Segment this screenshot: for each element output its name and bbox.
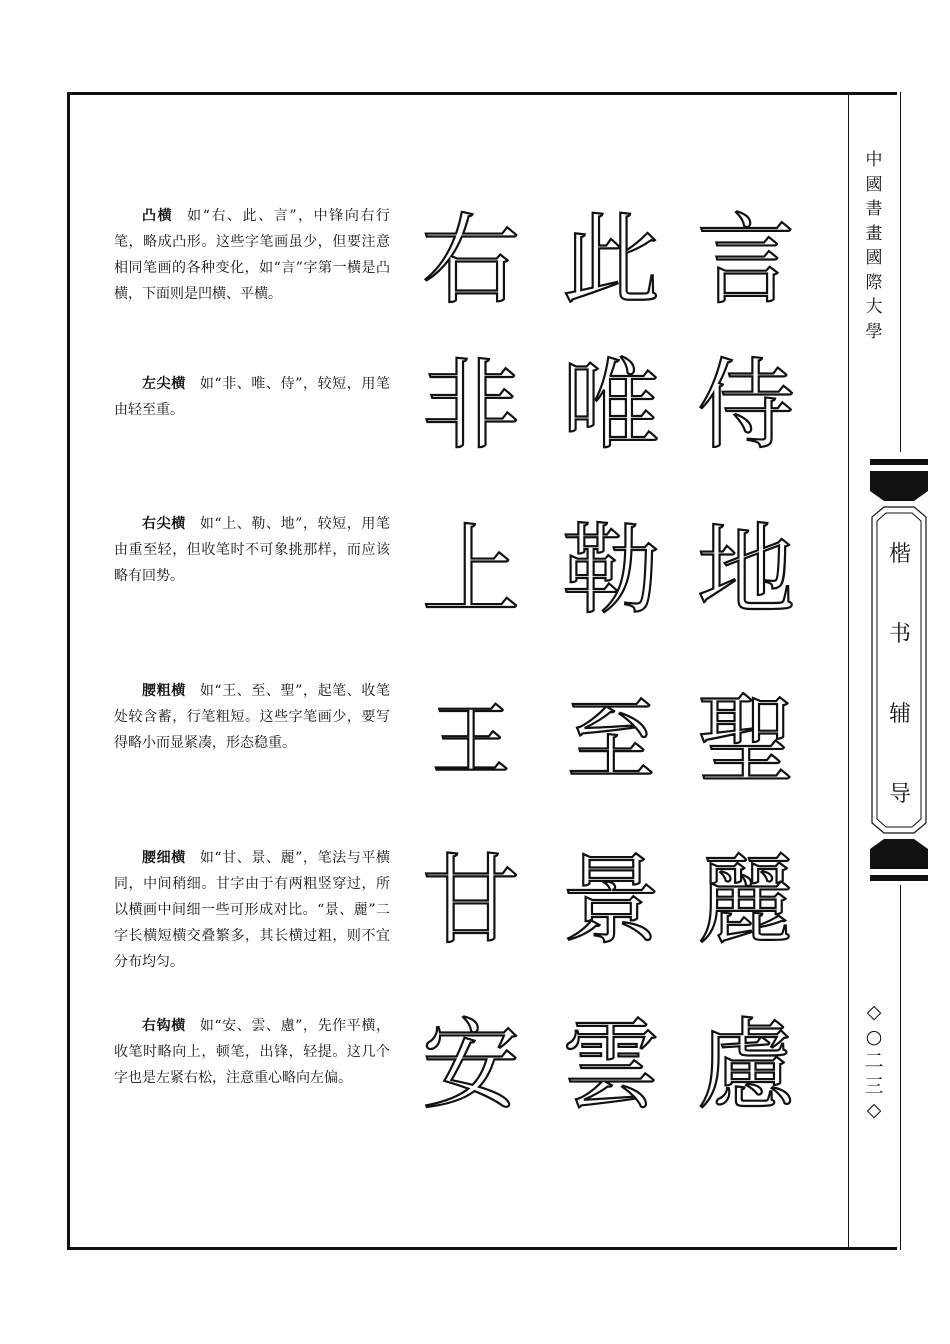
category-char: 楷 — [888, 542, 911, 567]
page-number-char: 三 — [864, 1074, 884, 1097]
series-char: 畫 — [865, 223, 883, 244]
calligraphy-char: 唯 — [561, 349, 660, 463]
calligraphy-char: 王 — [431, 696, 510, 786]
margin-rule-inner-top — [900, 92, 901, 452]
margin-rule-inner-bottom — [900, 885, 901, 1250]
entry-text: 如“安、雲、慮”，先作平横，收笔时略向上，顿笔，出锋，轻提。这几个字也是左紧右松，注意重心略向左偏。 — [114, 1018, 391, 1086]
series-char: 國 — [865, 248, 883, 268]
calligraphy-char: 麗 — [696, 844, 795, 958]
entry-title: 腰细横 — [142, 850, 186, 866]
entry-convex-horizontal — [114, 203, 390, 307]
calligraphy-char: 慮 — [696, 1009, 795, 1123]
page-number-char: 二 — [864, 1050, 884, 1072]
entry-thin-waist-horizontal — [114, 845, 390, 975]
series-char: 學 — [865, 321, 883, 342]
entry-text: 如“右、此、言”，中锋向右行笔，略成凸形。这些字笔画虽少，但要注意相同笔画的各种变化，如“言”字第一横是凸横，下面则是凹横、平横。 — [114, 208, 390, 302]
calligraphy-char: 非 — [421, 349, 520, 463]
entry-thick-waist-horizontal — [114, 678, 390, 756]
category-char: 导 — [888, 782, 911, 807]
margin-rule-outer — [848, 92, 849, 1250]
calligraphy-char: 安 — [421, 1009, 520, 1123]
category-label — [876, 540, 924, 810]
entry-left-pointed-horizontal — [114, 371, 390, 423]
page-number — [860, 1000, 888, 1122]
entry-title: 右钩横 — [142, 1018, 186, 1034]
series-char: 書 — [865, 199, 883, 219]
calligraphy-char: 上 — [421, 514, 520, 628]
entry-right-hook-horizontal — [114, 1013, 390, 1091]
entry-right-pointed-horizontal — [114, 511, 390, 589]
series-title — [858, 148, 890, 380]
calligraphy-char: 景 — [561, 844, 660, 958]
category-char: 书 — [888, 622, 911, 647]
entry-text: 如“甘、景、麗”，笔法与平横同，中间稍细。甘字由于有两粗竖穿过，所以横画中间细一些可形成对比。“景、麗”二字长横短横交叠繁多，其长横过粗，则不宜分布均匀。 — [114, 850, 391, 970]
entry-title: 腰粗横 — [142, 683, 186, 699]
entry-text: 如“非、唯、侍”，较短，用笔由轻至重。 — [114, 376, 391, 418]
entry-text: 如“王、至、聖”，起笔、收笔处较含蓄，行笔粗短。这些字笔画少，要写得略小而显紧凑，形态稳重。 — [114, 683, 391, 751]
calligraphy-char: 勒 — [561, 514, 660, 628]
page-number-char: ○ — [865, 1025, 883, 1048]
calligraphy-char: 地 — [696, 514, 795, 628]
series-char: 大 — [865, 297, 883, 317]
entry-title: 右尖横 — [142, 516, 186, 532]
calligraphy-char: 言 — [696, 204, 795, 318]
series-char: 國 — [865, 174, 883, 195]
entry-title: 左尖横 — [142, 376, 186, 392]
entry-text: 如“上、勒、地”，较短，用笔由重至轻，但收笔时不可象挑那样，而应该略有回势。 — [114, 516, 391, 584]
series-char: 中 — [865, 150, 883, 170]
calligraphy-char: 雲 — [561, 1009, 660, 1123]
calligraphy-char: 至 — [566, 689, 655, 792]
calligraphy-char: 右 — [421, 204, 520, 318]
calligraphy-char: 侍 — [696, 349, 795, 463]
calligraphy-char: 甘 — [421, 844, 520, 958]
category-char: 辅 — [888, 702, 911, 727]
calligraphy-char: 聖 — [696, 684, 795, 798]
page-number-char: ◇ — [866, 1001, 882, 1023]
entry-title: 凸横 — [142, 208, 174, 224]
page-number-char: ◇ — [866, 1099, 882, 1121]
series-char: 際 — [865, 272, 883, 293]
calligraphy-char: 此 — [561, 204, 660, 318]
